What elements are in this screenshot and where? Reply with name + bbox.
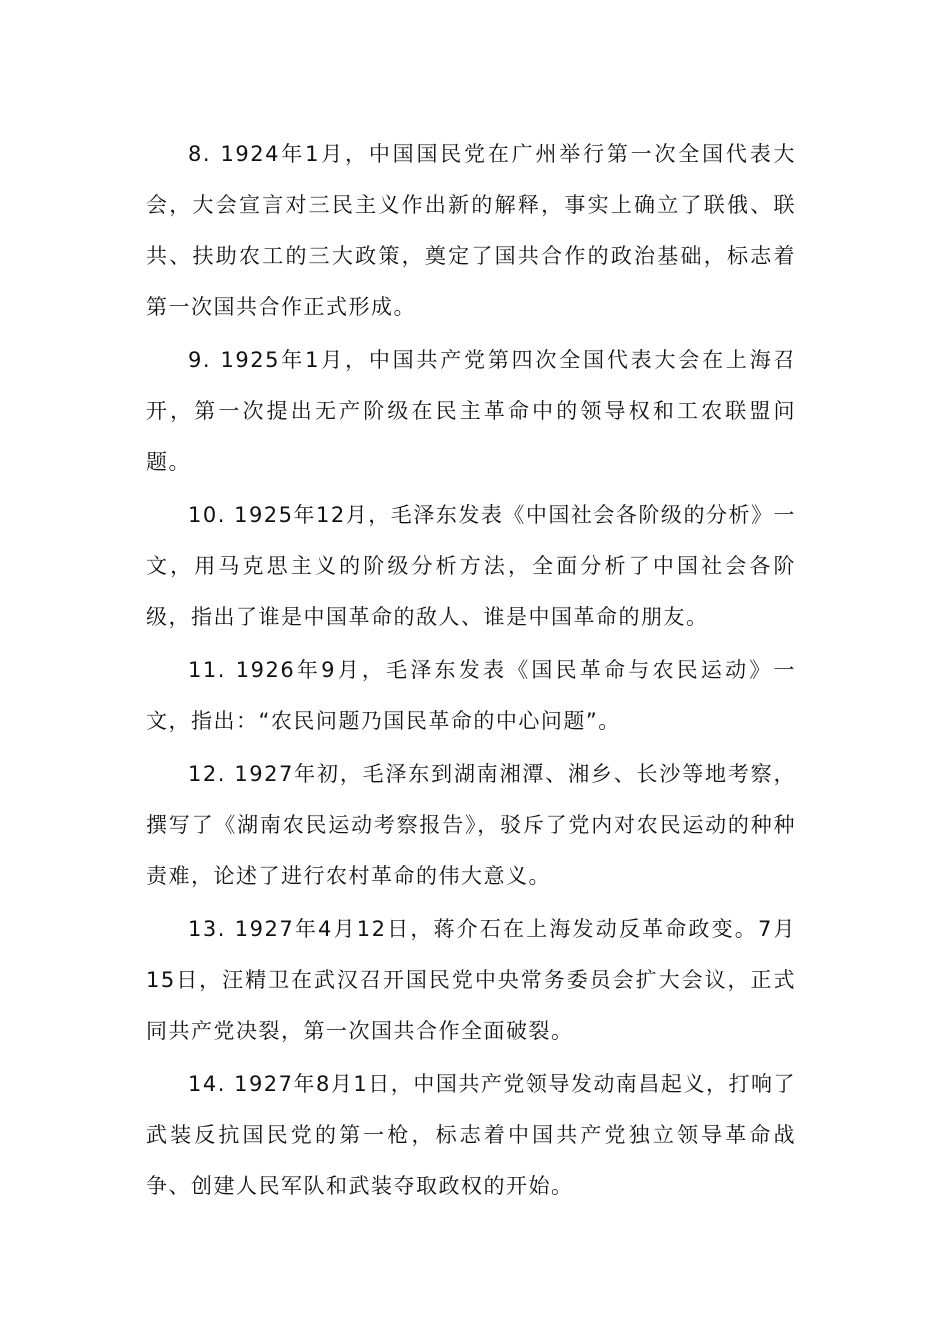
paragraph-8: 8. 1924年1月，中国国民党在广州举行第一次全国代表大会，大会宣言对三民主义作出新的解释，事实上确立了联俄、联共、扶助农工的三大政策，奠定了国共合作的政治基础，标志着第一次国共合作正式形成。: [146, 142, 796, 319]
paragraph-11: 11. 1926年9月，毛泽东发表《国民革命与农民运动》一文，指出：“农民问题乃国民革命的中心问题”。: [146, 658, 796, 733]
paragraph-13: 13. 1927年4月12日，蒋介石在上海发动反革命政变。7月15日，汪精卫在武汉召开国民党中央常务委员会扩大会议，正式同共产党决裂，第一次国共合作全面破裂。: [146, 917, 796, 1043]
paragraph-9: 9. 1925年1月，中国共产党第四次全国代表大会在上海召开，第一次提出无产阶级在民主革命中的领导权和工农联盟问题。: [146, 348, 796, 474]
paragraph-14: 14. 1927年8月1日，中国共产党领导发动南昌起义，打响了武装反抗国民党的第一枪，标志着中国共产党独立领导革命战争、创建人民军队和武装夺取政权的开始。: [146, 1072, 796, 1198]
paragraph-12: 12. 1927年初，毛泽东到湖南湘潭、湘乡、长沙等地考察，撰写了《湖南农民运动考察报告》，驳斥了党内对农民运动的种种责难，论述了进行农村革命的伟大意义。: [146, 762, 796, 888]
paragraph-10: 10. 1925年12月，毛泽东发表《中国社会各阶级的分析》一文，用马克思主义的阶级分析方法，全面分析了中国社会各阶级，指出了谁是中国革命的敌人、谁是中国革命的朋友。: [146, 503, 796, 629]
document-body: [146, 129, 796, 1212]
